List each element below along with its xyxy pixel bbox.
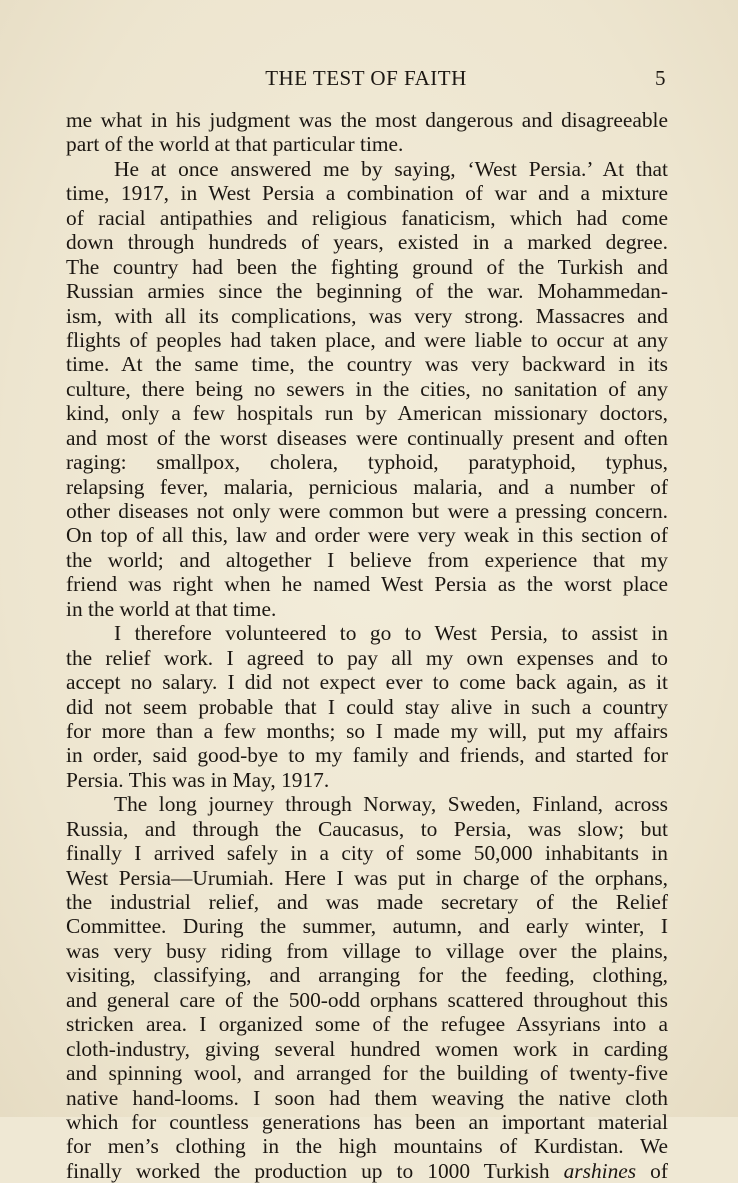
- text-line: which for countless generations has been an important material: [66, 1109, 668, 1134]
- text-line: friend was right when he named West Persia as the worst place: [66, 572, 668, 597]
- text-line: Russian armies since the beginning of the war. Mohammedan-: [66, 279, 668, 304]
- text-line: the industrial relief, and was made secretary of the Relief: [66, 890, 668, 914]
- text-line: Committee. During the summer, autumn, and early winter, I: [66, 914, 668, 939]
- text-line: part of the world at that particular time.: [66, 132, 404, 157]
- text-line: Persia. This was in May, 1917.: [66, 767, 330, 792]
- text-line: the world; and altogether I believe from experience that my: [66, 547, 668, 572]
- text-line: for more than a few months; so I made my will, put my affairs: [66, 718, 668, 743]
- text-line: finally worked the production up to 1000 Turkish arshines of: [66, 1158, 668, 1183]
- text-line: relapsing fever, malaria, pernicious malaria, and a number of: [66, 474, 668, 499]
- text-line: cloth-industry, giving several hundred women work in carding: [66, 1036, 668, 1061]
- page-header: [66, 66, 666, 96]
- text-line: Russia, and through the Caucasus, to Persia, was slow; but: [66, 816, 668, 841]
- text-line: ism, with all its complications, was very strong. Massacres and: [66, 303, 668, 328]
- text-line: On top of all this, law and order were very weak in this section of: [66, 523, 668, 548]
- text-line: accept no salary. I did not expect ever to come back again, as it: [66, 670, 668, 695]
- text-line: The country had been the fighting ground of the Turkish and: [66, 254, 668, 279]
- text-line: time. At the same time, the country was very backward in its: [66, 352, 668, 377]
- text-line: and spinning wool, and arranged for the building of twenty-five: [66, 1061, 668, 1086]
- text-line: did not seem probable that I could stay alive in such a country: [66, 694, 668, 719]
- running-head: THE TEST OF FAITH: [265, 66, 467, 90]
- text-line: other diseases not only were common but were a pressing concern.: [66, 499, 668, 523]
- text-line: the relief work. I agreed to pay all my own expenses and to: [66, 645, 668, 670]
- text-line: I therefore volunteered to go to West Persia, to assist in: [114, 621, 668, 646]
- text-line: for men’s clothing in the high mountains of Kurdistan. We: [66, 1134, 668, 1159]
- text-line: of racial antipathies and religious fanaticism, which had come: [66, 205, 668, 230]
- text-line: He at once answered me by saying, ‘West Persia.’ At that: [114, 156, 668, 181]
- italic-term: arshines: [563, 1158, 637, 1183]
- text-line: The long journey through Norway, Sweden, Finland, across: [114, 792, 668, 817]
- text-line: was very busy riding from village to village over the plains,: [66, 938, 668, 963]
- text-line: in the world at that time.: [66, 596, 277, 621]
- text-line: raging: smallpox, cholera, typhoid, paratyphoid, typhus,: [66, 450, 668, 475]
- text-line: West Persia—Urumiah. Here I was put in charge of the orphans,: [66, 865, 668, 890]
- text-line: stricken area. I organized some of the refugee Assyrians into a: [66, 1012, 668, 1037]
- text-line: in order, said good-bye to my family and friends, and started for: [66, 743, 668, 768]
- text-line: and general care of the 500-odd orphans scattered throughout this: [66, 987, 668, 1012]
- text-line: time, 1917, in West Persia a combination of war and a mixture: [66, 181, 668, 206]
- text-line: visiting, classifying, and arranging for the feeding, clothing,: [66, 963, 668, 988]
- text-line: native hand-looms. I soon had them weaving the native cloth: [66, 1085, 668, 1110]
- text-line: me what in his judgment was the most dangerous and disagreeable: [66, 108, 668, 132]
- text-line: flights of peoples had taken place, and were liable to occur at any: [66, 327, 668, 352]
- text-line: and most of the worst diseases were continually present and often: [66, 425, 668, 450]
- text-line: kind, only a few hospitals run by American missionary doctors,: [66, 401, 668, 426]
- text-line: culture, there being no sewers in the cities, no sanitation of any: [66, 376, 668, 401]
- text-line: finally I arrived safely in a city of some 50,000 inhabitants in: [66, 841, 668, 866]
- text-line: down through hundreds of years, existed in a marked degree.: [66, 230, 668, 255]
- body-text: [66, 108, 668, 1183]
- page-number: 5: [655, 66, 666, 90]
